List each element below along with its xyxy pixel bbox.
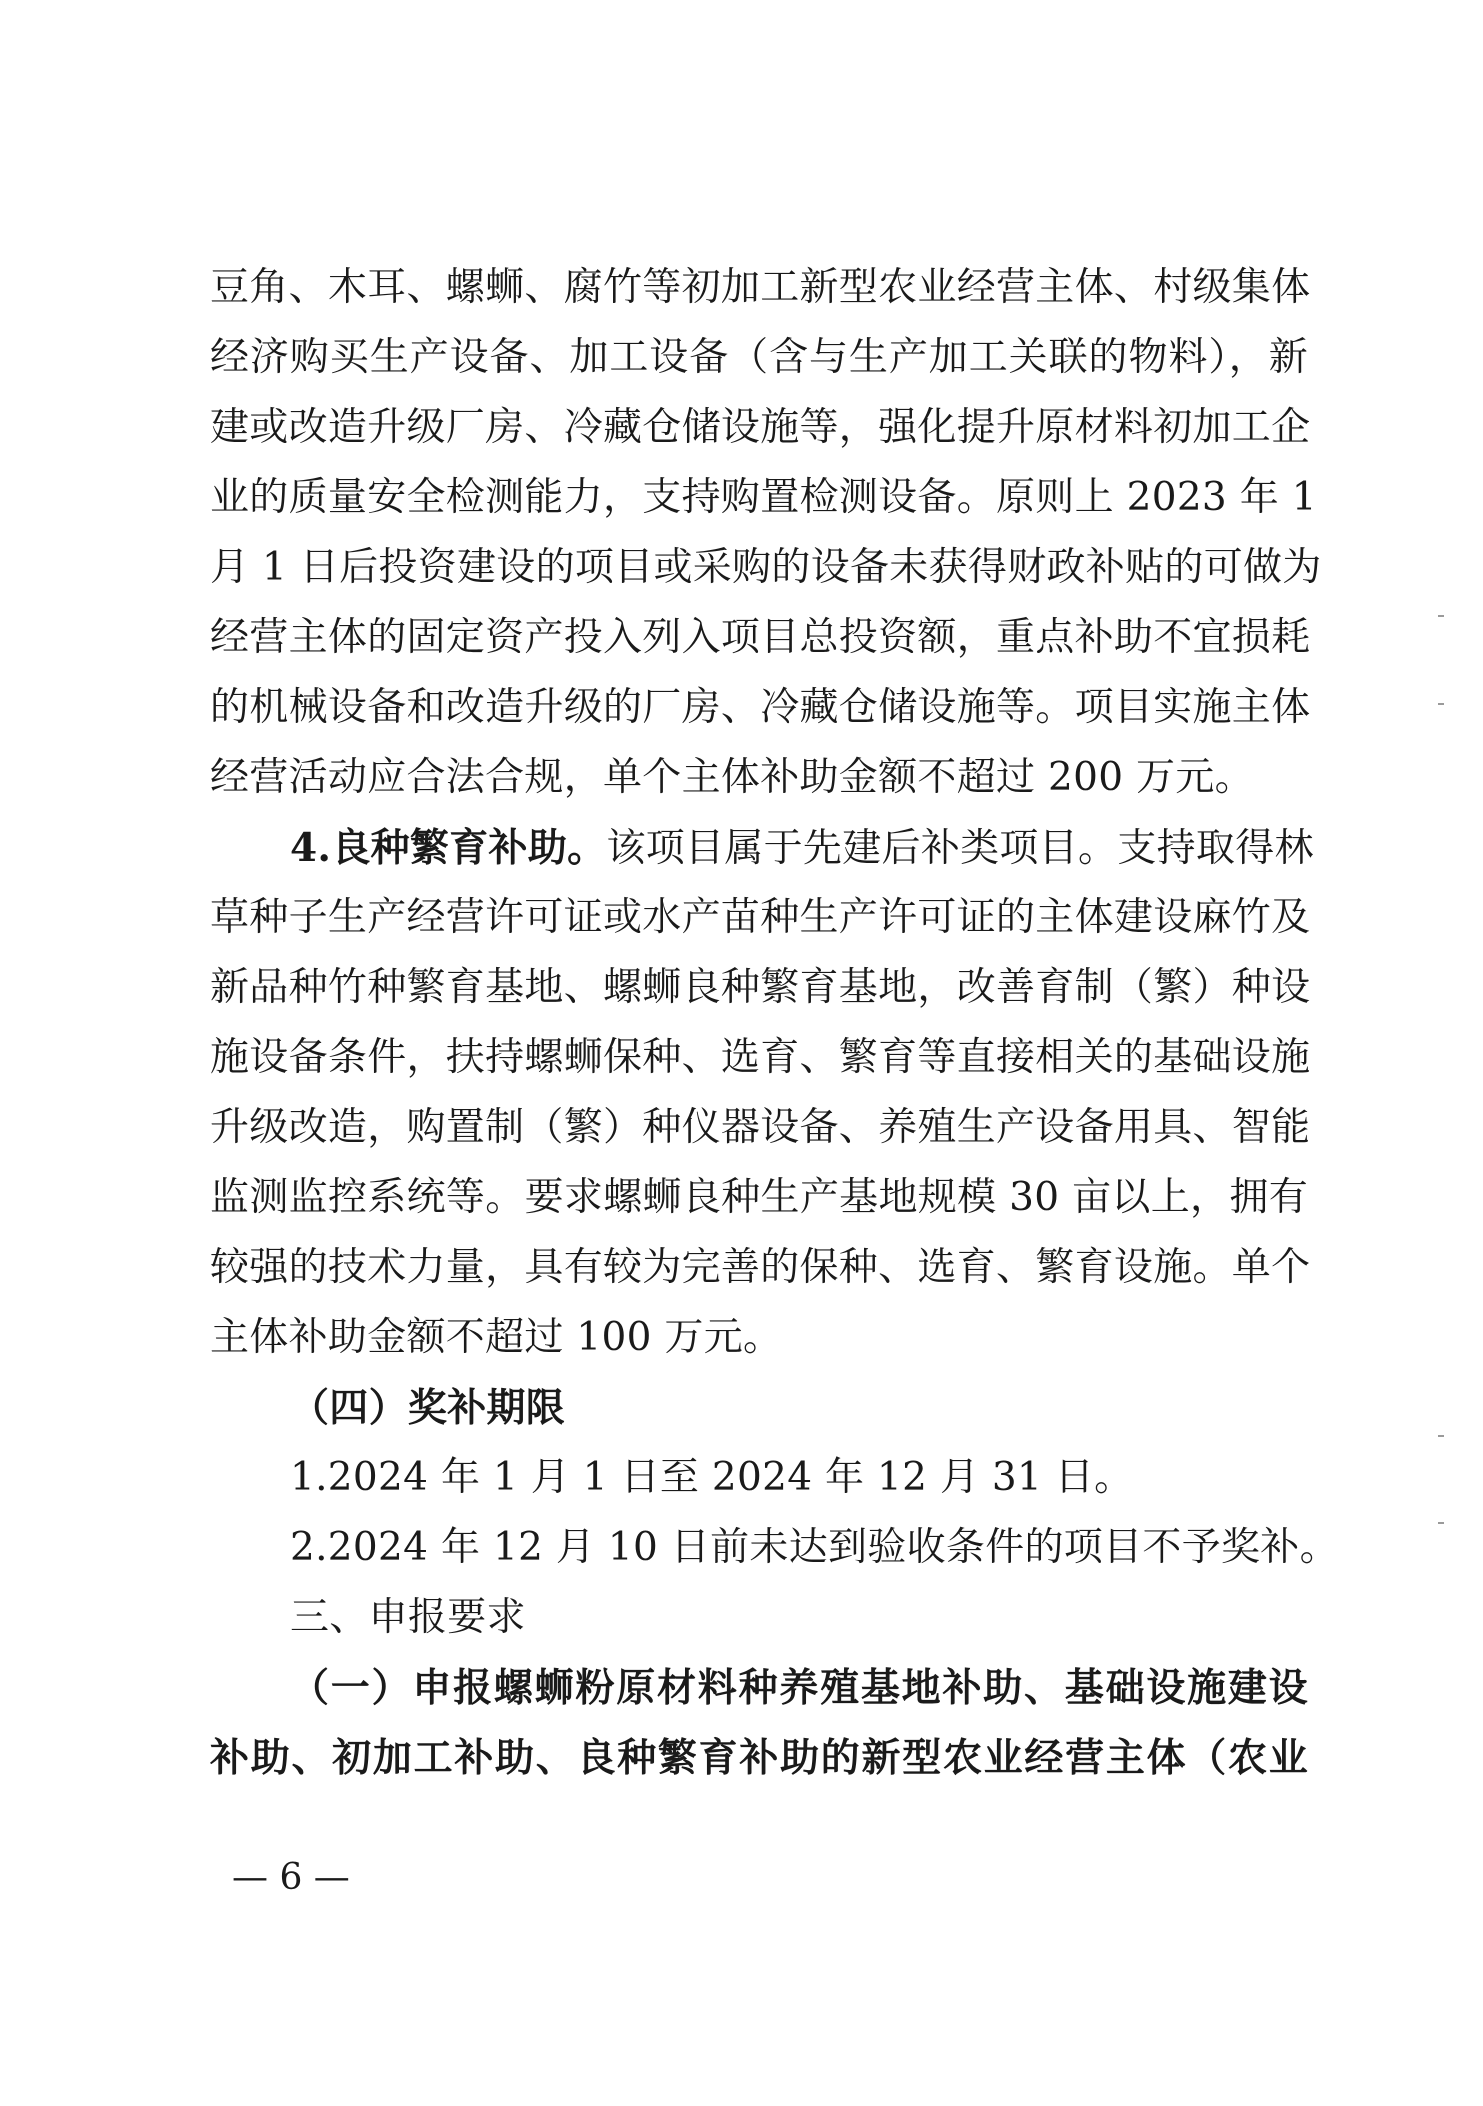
scan-mark bbox=[1438, 1435, 1444, 1437]
body-line: 施设备条件，扶持螺蛳保种、选育、繁育等直接相关的基础设施 bbox=[210, 1035, 1311, 1080]
body-line: 较强的技术力量，具有较为完善的保种、选育、繁育设施。单个 bbox=[210, 1245, 1311, 1290]
scan-mark bbox=[1438, 615, 1444, 617]
body-line: 新品种竹种繁育基地、螺蛳良种繁育基地，改善育制（繁）种设 bbox=[210, 965, 1311, 1010]
body-line: 经营活动应合法合规，单个主体补助金额不超过 200 万元。 bbox=[210, 755, 1254, 800]
section-heading-requirements: 三、申报要求 bbox=[290, 1595, 526, 1640]
body-line: 经济购买生产设备、加工设备（含与生产加工关联的物料），新 bbox=[210, 335, 1308, 380]
body-line: 监测监控系统等。要求螺蛳良种生产基地规模 30 亩以上，拥有 bbox=[210, 1175, 1308, 1220]
period-item: 2.2024 年 12 月 10 日前未达到验收条件的项目不予奖补。 bbox=[290, 1525, 1339, 1570]
item4-first-line bbox=[290, 818, 1314, 878]
period-item: 1.2024 年 1 月 1 日至 2024 年 12 月 31 日。 bbox=[290, 1455, 1134, 1500]
body-line: 升级改造，购置制（繁）种仪器设备、养殖生产设备用具、智能 bbox=[210, 1105, 1311, 1150]
body-line: 经营主体的固定资产投入列入项目总投资额，重点补助不宜损耗 bbox=[210, 615, 1311, 660]
section-heading-period: （四）奖补期限 bbox=[290, 1385, 566, 1431]
body-line: 草种子生产经营许可证或水产苗种生产许可证的主体建设麻竹及 bbox=[210, 895, 1311, 940]
page-number: — 6 — bbox=[232, 1857, 350, 1898]
item4-heading: 4.良种繁育补助。 bbox=[290, 825, 607, 871]
body-line: 建或改造升级厂房、冷藏仓储设施等，强化提升原材料初加工企 bbox=[210, 405, 1311, 450]
item4-first-line-text: 该项目属于先建后补类项目。支持取得林 bbox=[606, 826, 1314, 871]
body-line: 豆角、木耳、螺蛳、腐竹等初加工新型农业经营主体、村级集体 bbox=[210, 265, 1311, 310]
subsection-heading-line: （一）申报螺蛳粉原材料种养殖基地补助、基础设施建设 bbox=[290, 1665, 1308, 1711]
body-line: 的机械设备和改造升级的厂房、冷藏仓储设施等。项目实施主体 bbox=[210, 685, 1311, 730]
scan-mark bbox=[1438, 703, 1444, 705]
body-line: 主体补助金额不超过 100 万元。 bbox=[210, 1315, 783, 1360]
body-line: 月 1 日后投资建设的项目或采购的设备未获得财政补贴的可做为 bbox=[210, 545, 1322, 590]
subsection-heading-line: 补助、初加工补助、良种繁育补助的新型农业经营主体（农业 bbox=[210, 1735, 1308, 1781]
scan-mark bbox=[1438, 1522, 1444, 1524]
body-line: 业的质量安全检测能力，支持购置检测设备。原则上 2023 年 1 bbox=[210, 475, 1317, 520]
